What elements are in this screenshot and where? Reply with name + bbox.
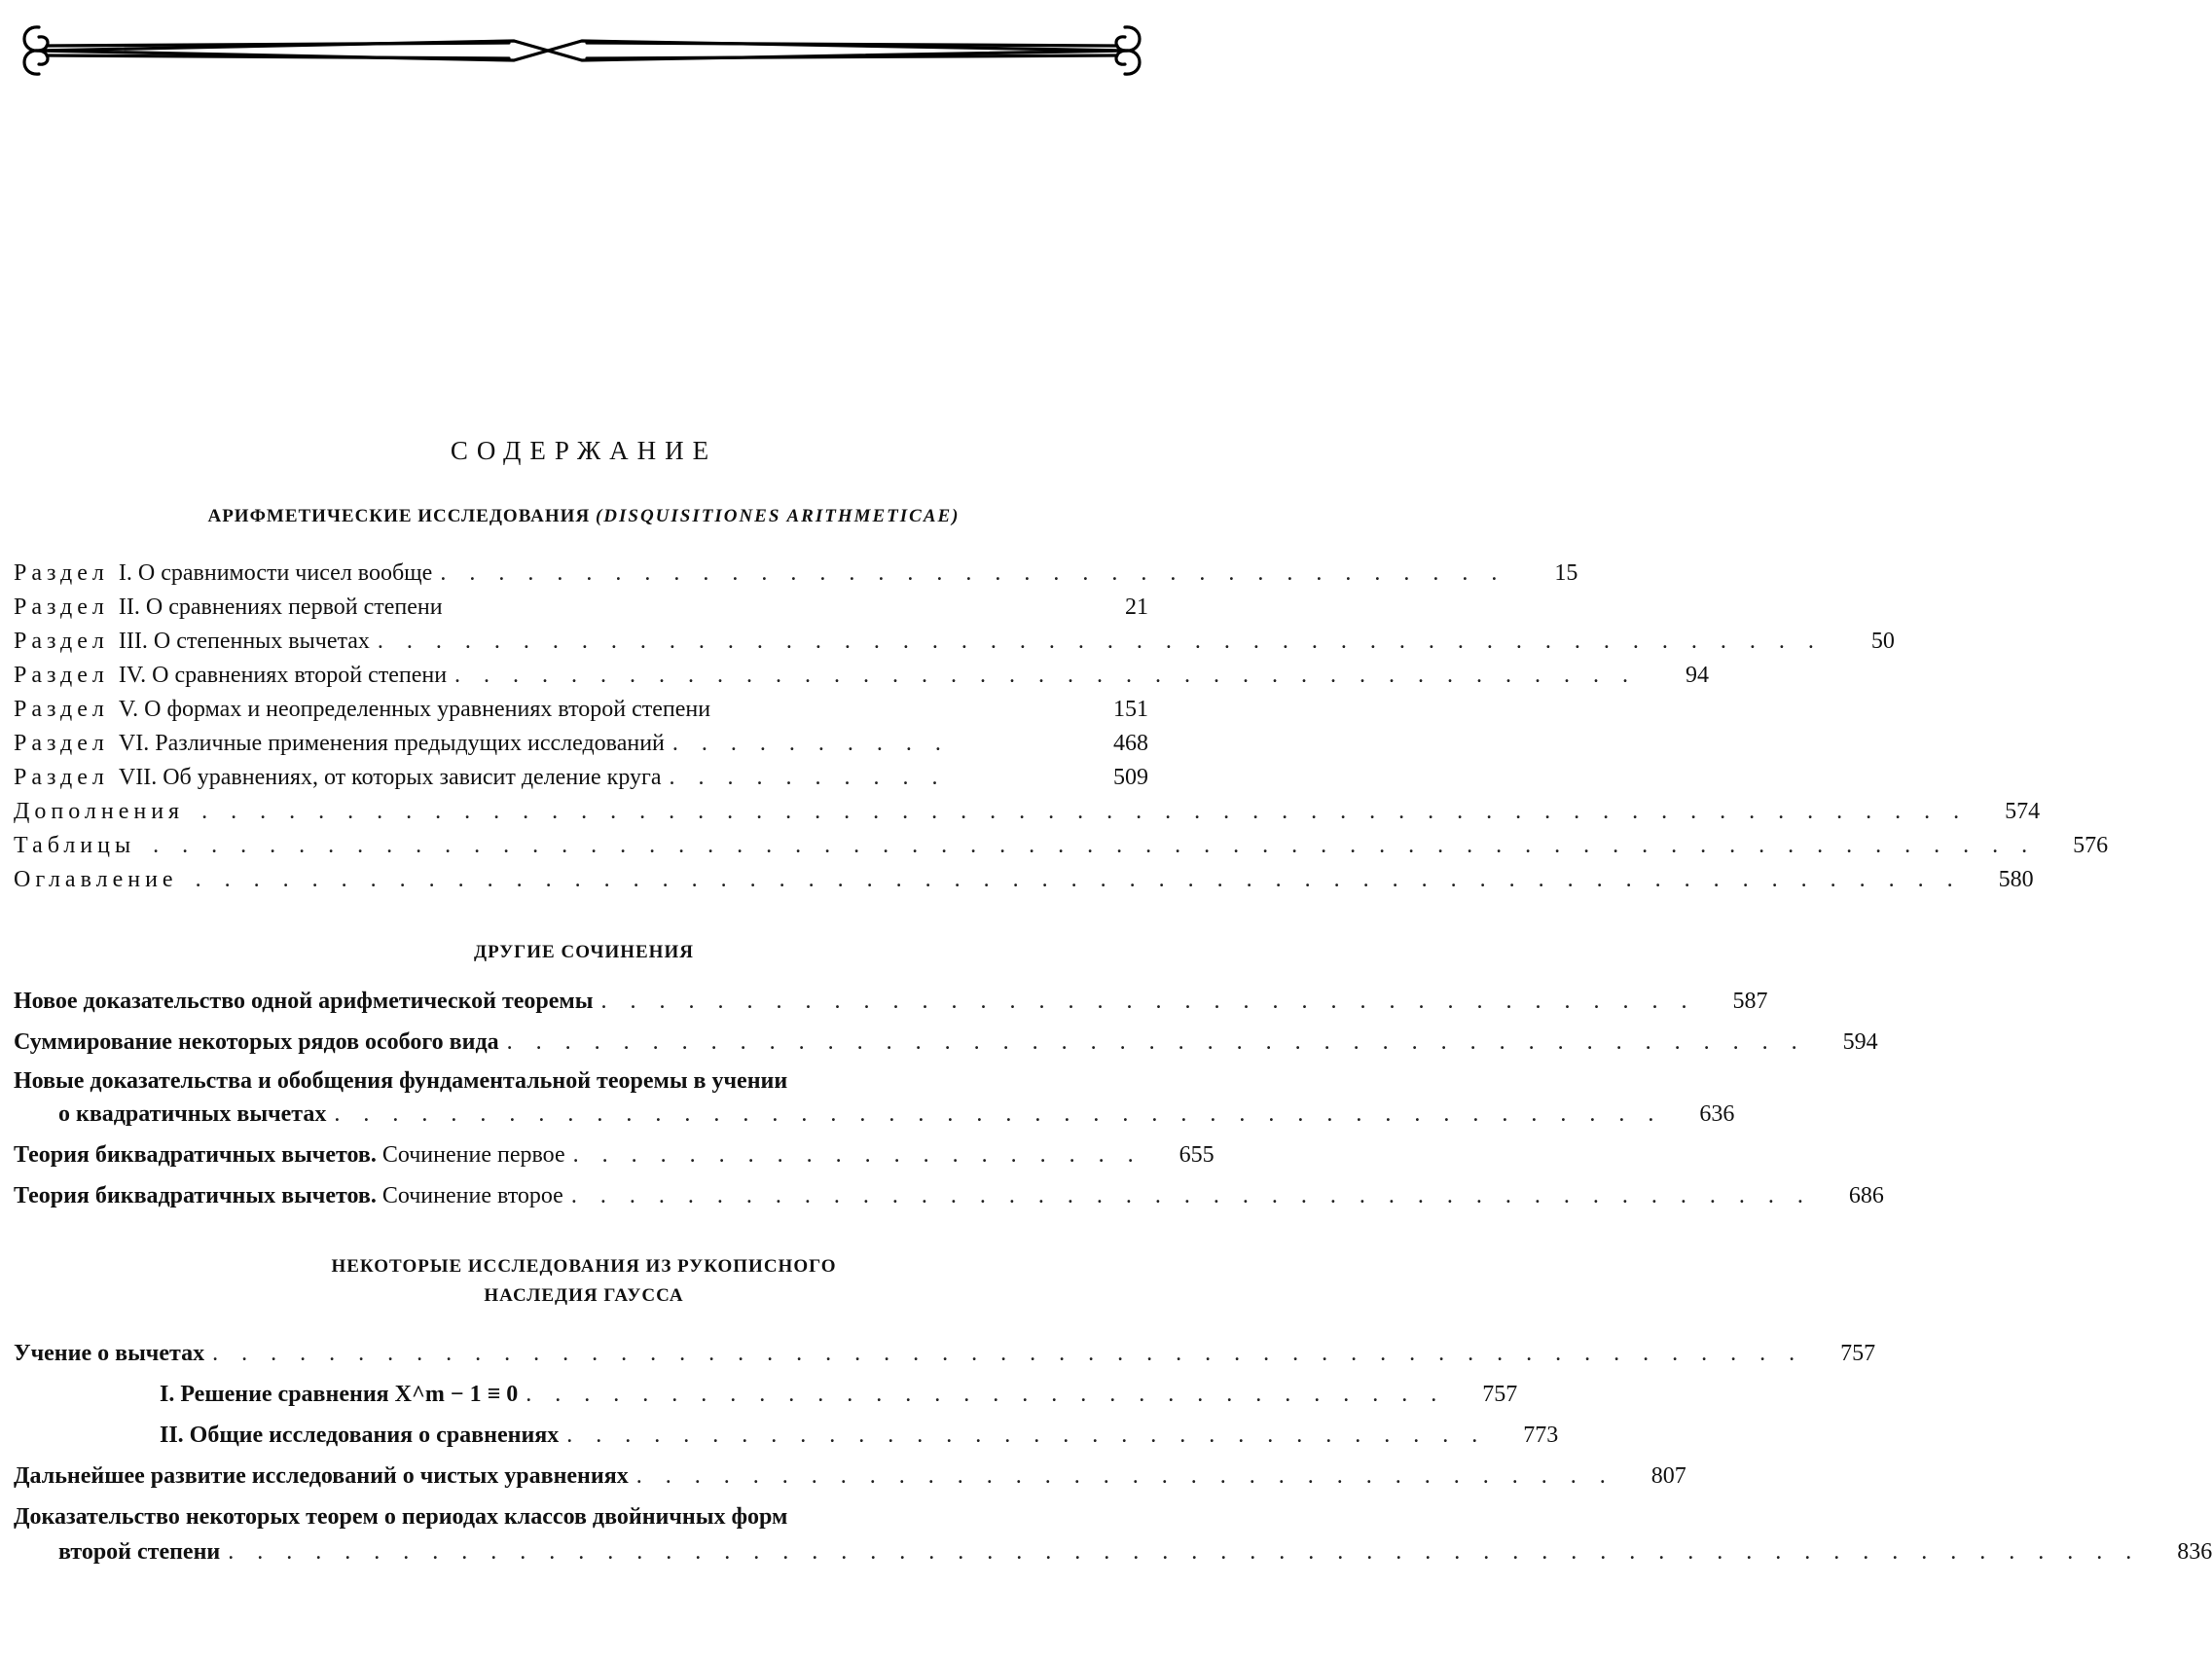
entry-page: 655 — [1179, 1142, 1215, 1168]
leader-dots: . . . . . . . . . . . . . . . . . . . . . . . . . . . . . . . . — [526, 1382, 1446, 1407]
toc-entry[interactable] — [14, 833, 2109, 866]
entry-word: Раздел — [14, 765, 109, 790]
entry-page: 757 — [1840, 1341, 1876, 1366]
toc-entry[interactable] — [14, 697, 1148, 730]
entry-word: Раздел — [14, 663, 109, 688]
toc-entry[interactable] — [14, 1142, 1215, 1175]
entry-title: VII. Об уравнениях, от которых зависит деление круга — [118, 765, 662, 790]
entry-title-continued: Доказательство некоторых теорем о периодах классов двойничных форм — [14, 1504, 788, 1530]
toc-entry[interactable] — [14, 595, 1148, 628]
entry-title: второй степени — [58, 1539, 221, 1565]
entry-page: 636 — [1699, 1101, 1735, 1127]
entry-word: Раздел — [14, 731, 109, 756]
heading-line: НЕКОТОРЫЕ ИССЛЕДОВАНИЯ ИЗ РУКОПИСНОГО — [331, 1256, 837, 1277]
entry-page: 773 — [1523, 1423, 1559, 1448]
entry-title: Дальнейшее развитие исследований о чистых уравнениях — [14, 1463, 629, 1489]
entry-subtitle: Сочинение первое — [381, 1142, 565, 1168]
entry-title: I. О сравнимости чисел вообще — [118, 560, 433, 586]
entry-page: 594 — [1842, 1029, 1878, 1055]
entry-page: 836 — [2177, 1539, 2212, 1565]
entry-title: Теория биквадратичных вычетов. — [14, 1142, 377, 1168]
toc-entry[interactable] — [14, 867, 2034, 900]
toc-entry[interactable] — [14, 1423, 1559, 1456]
toc-entry[interactable] — [14, 765, 1148, 798]
heading-text: АРИФМЕТИЧЕСКИЕ ИССЛЕДОВАНИЯ — [207, 506, 591, 526]
entry-subtitle: Сочинение второе — [381, 1183, 563, 1208]
toc-entry[interactable] — [14, 1463, 1686, 1496]
leader-dots: . . . . . . . . . . . . . . . . . . . . . . . . . . . . . . . . . . . . . . . . . . . . . . — [334, 1101, 1663, 1127]
section-heading-manuscript — [0, 1252, 1168, 1311]
heading-line: НАСЛЕДИЯ ГАУССА — [484, 1285, 684, 1306]
leader-dots: . . . . . . . . . . . . . . . . . . . . — [572, 1142, 1142, 1168]
leader-dots: . . . . . . . . . . . . . . . . . . . . . . . . . . . . . . . . . . . . . . . . . . . . . — [506, 1029, 1806, 1055]
toc-entry[interactable] — [14, 1101, 1735, 1135]
leader-dots: . . . . . . . . . . . . . . . . . . . . . . . . . . . . . . . . . . . . . . . . . . . . . . . . . . . . . . . — [212, 1341, 1804, 1366]
leader-dots: . . . . . . . . . . . . . . . . . . . . . . . . . . . . . . . . . . . . . . . . . . . . . . . . . . . . . . . . . . . . . . . . . — [153, 833, 2037, 858]
entry-page: 686 — [1848, 1183, 1884, 1208]
toc-entry[interactable] — [14, 1382, 1518, 1415]
entry-title: IV. О сравнениях второй степени — [118, 663, 448, 688]
section-heading-other: ДРУГИЕ СОЧИНЕНИЯ — [474, 942, 694, 962]
entry-page: 151 — [1113, 697, 1148, 722]
entry-word: Раздел — [14, 560, 109, 586]
toc-entry[interactable] — [14, 560, 1578, 594]
entry-title: I. Решение сравнения X^m − 1 ≡ 0 — [160, 1382, 519, 1407]
leader-dots: . . . . . . . . . . . . . . . . . . . . . . . . . . . . . . . . . . — [635, 1463, 1614, 1489]
entry-page: 21 — [1125, 595, 1148, 620]
entry-word: Оглавление — [14, 867, 178, 892]
entry-word: Раздел — [14, 697, 109, 722]
entry-page: 468 — [1113, 731, 1148, 756]
entry-title: V. О формах и неопределенных уравнениях второй степени — [118, 697, 711, 722]
entry-title: Суммирование некоторых рядов особого вида — [14, 1029, 499, 1055]
heading-latin: (DISQUISITIONES ARITHMETICAE) — [595, 506, 961, 526]
contents-title: СОДЕРЖАНИЕ — [450, 436, 718, 465]
toc-entry[interactable] — [14, 663, 1710, 696]
leader-dots: . . . . . . . . . . — [671, 731, 950, 756]
entry-word: Дополнения — [14, 799, 185, 824]
entry-word: Таблицы — [14, 833, 136, 858]
entry-page: 574 — [2005, 799, 2041, 824]
entry-page: 50 — [1870, 629, 1895, 654]
leader-dots: . . . . . . . . . . . . . . . . . . . . . . . . . . . . . . . . — [566, 1423, 1487, 1448]
toc-entry[interactable] — [14, 1029, 1878, 1063]
entry-page: 509 — [1113, 765, 1148, 790]
entry-word: Раздел — [14, 629, 109, 654]
entry-title: II. Общие исследования о сравнениях — [160, 1423, 560, 1448]
entry-title: VI. Различные применения предыдущих исследований — [118, 731, 665, 756]
entry-page: 15 — [1554, 560, 1578, 586]
entry-page: 757 — [1482, 1382, 1518, 1407]
toc-entry[interactable] — [14, 1539, 2212, 1572]
entry-page: 94 — [1686, 663, 1710, 688]
entry-title: III. О степенных вычетах — [118, 629, 370, 654]
toc-entry[interactable] — [14, 629, 1895, 662]
entry-page: 580 — [1998, 867, 2034, 892]
toc-entry[interactable] — [14, 731, 1148, 764]
leader-dots: . . . . . . . . . . — [669, 765, 947, 790]
section-heading-arithmetic — [0, 502, 1168, 531]
entry-title: Новое доказательство одной арифметической теоремы — [14, 989, 594, 1014]
entry-title: Учение о вычетах — [14, 1341, 205, 1366]
entry-title-continued: Новые доказательства и обобщения фундаментальной теоремы в учении — [14, 1068, 788, 1094]
leader-dots: . . . . . . . . . . . . . . . . . . . . . . . . . . . . . . . . . . . . . . . . . . . . . . . . . . — [377, 629, 1823, 654]
entry-page: 587 — [1732, 989, 1768, 1014]
header-ornament — [18, 16, 1146, 86]
leader-dots: . . . . . . . . . . . . . . . . . . . . . . . . . . . . . . . . . . . . . . . . . . . — [570, 1183, 1812, 1208]
entry-page: 576 — [2073, 833, 2109, 858]
leader-dots: . . . . . . . . . . . . . . . . . . . . . . . . . . . . . . . . . . . . . . . . . . . . . . . . . . . . . . . . . . . . . — [201, 799, 1969, 824]
leader-dots: . . . . . . . . . . . . . . . . . . . . . . . . . . . . . . . . . . . . . — [440, 560, 1506, 586]
entry-title: Теория биквадратичных вычетов. — [14, 1183, 377, 1208]
leader-dots: . . . . . . . . . . . . . . . . . . . . . . . . . . . . . . . . . . . . . . — [600, 989, 1696, 1014]
leader-dots: . . . . . . . . . . . . . . . . . . . . . . . . . . . . . . . . . . . . . . . . . — [454, 663, 1638, 688]
toc-entry[interactable] — [14, 989, 1768, 1022]
leader-dots: . . . . . . . . . . . . . . . . . . . . . . . . . . . . . . . . . . . . . . . . . . . . . . . . . . . . . . . . . . . . . . . . . . — [228, 1539, 2141, 1565]
leader-dots: . . . . . . . . . . . . . . . . . . . . . . . . . . . . . . . . . . . . . . . . . . . . . . . . . . . . . . . . . . . . . — [195, 867, 1962, 892]
entry-title: II. О сравнениях первой степени — [118, 595, 443, 620]
toc-entry[interactable] — [14, 1341, 1876, 1374]
entry-word: Раздел — [14, 595, 109, 620]
entry-title: о квадратичных вычетах — [58, 1101, 327, 1127]
toc-entry[interactable] — [14, 1183, 1884, 1216]
toc-entry[interactable] — [14, 799, 2041, 832]
entry-page: 807 — [1650, 1463, 1686, 1489]
